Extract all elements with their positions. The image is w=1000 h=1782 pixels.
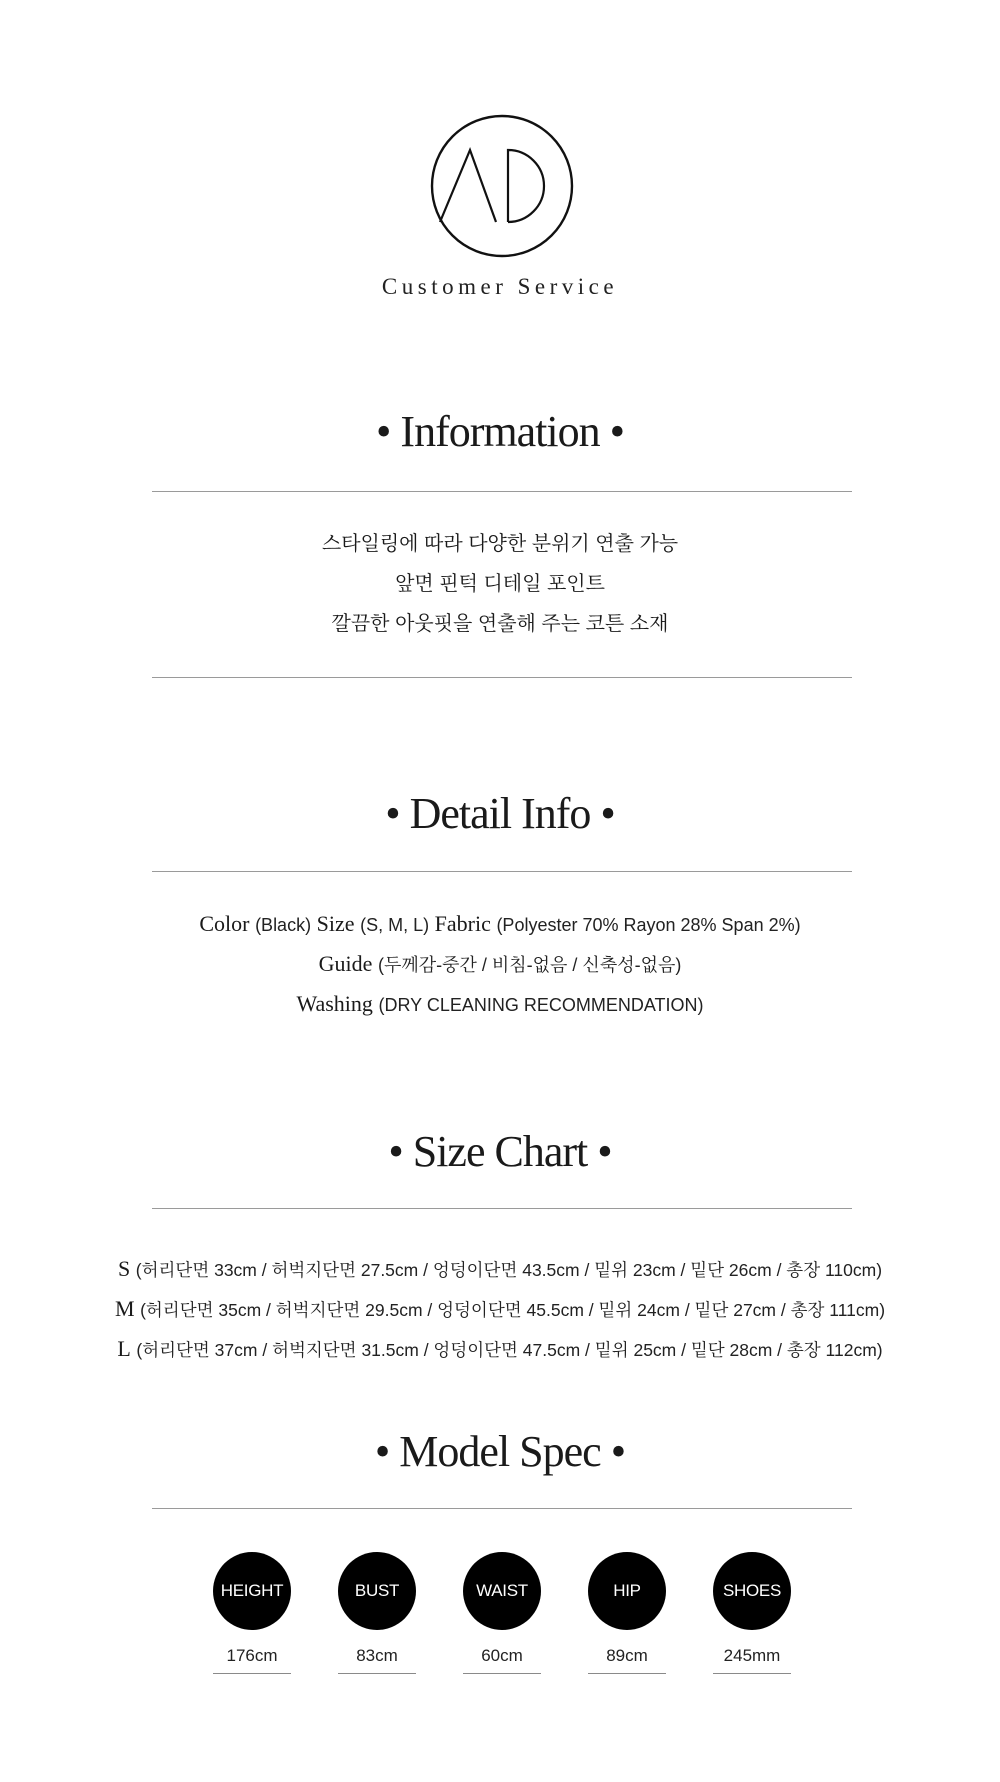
washing-value: (DRY CLEANING RECOMMENDATION) [378,995,704,1015]
hip-value: 89cm [606,1646,648,1665]
color-label: Color [199,911,250,936]
ad-monogram-logo-icon [430,114,574,258]
value-underline [713,1673,791,1674]
value-underline [213,1673,291,1674]
bust-badge: BUST [338,1552,416,1630]
fabric-value: (Polyester 70% Rayon 28% Span 2%) [496,915,801,935]
divider [152,871,852,872]
hip-badge: HIP [588,1552,666,1630]
size-spec: (허리단면 37cm / 허벅지단면 31.5cm / 엉덩이단면 47.5cm / 밑위 25cm / 밑단 28cm / 총장 112cm) [136,1340,883,1360]
size-chart-heading: • Size Chart • [388,1127,612,1176]
divider [152,677,852,678]
waist-value: 60cm [481,1646,523,1665]
size-label: Size [316,911,355,936]
size-value: (S, M, L) [360,915,430,935]
height-badge: HEIGHT [213,1552,291,1630]
size-row-m [0,1295,1000,1324]
detail-line-guide [0,950,1000,979]
customer-service-title: Customer Service [381,274,619,299]
fabric-label: Fabric [434,911,491,936]
height-value: 176cm [226,1646,278,1665]
shoes-badge: SHOES [713,1552,791,1630]
information-line: 깔끔한 아웃핏을 연출해 주는 코튼 소재 [331,613,669,635]
detail-line-washing [0,990,1000,1019]
divider [152,491,852,492]
guide-value: (두께감-중간 / 비침-없음 / 신축성-없음) [377,955,682,975]
information-line: 앞면 핀턱 디테일 포인트 [395,573,605,595]
value-underline [588,1673,666,1674]
model-spec-hip [588,1552,666,1674]
waist-badge: WAIST [463,1552,541,1630]
model-spec-waist [463,1552,541,1674]
model-spec-bust [338,1552,416,1674]
size-row-l [0,1335,1000,1364]
size-spec: (허리단면 35cm / 허벅지단면 29.5cm / 엉덩이단면 45.5cm / 밑위 24cm / 밑단 27cm / 총장 111cm) [140,1300,886,1320]
size-letter: L [117,1336,131,1361]
detail-line-color-size-fabric [0,910,1000,939]
information-heading: • Information • [376,407,624,456]
size-letter: S [117,1256,131,1281]
model-spec-shoes [713,1552,791,1674]
color-value: (Black) [255,915,312,935]
detail-info-heading: • Detail Info • [385,789,615,838]
shoes-value: 245mm [723,1646,781,1665]
guide-label: Guide [318,951,373,976]
value-underline [463,1673,541,1674]
value-underline [338,1673,416,1674]
size-row-s [0,1255,1000,1284]
size-letter: M [114,1296,135,1321]
model-spec-height [213,1552,291,1674]
divider [152,1208,852,1209]
divider [152,1508,852,1509]
washing-label: Washing [296,991,373,1016]
bust-value: 83cm [356,1646,398,1665]
model-spec-heading: • Model Spec • [374,1427,626,1476]
information-line: 스타일링에 따라 다양한 분위기 연출 가능 [321,533,679,555]
size-spec: (허리단면 33cm / 허벅지단면 27.5cm / 엉덩이단면 43.5cm / 밑위 23cm / 밑단 26cm / 총장 110cm) [135,1260,883,1280]
